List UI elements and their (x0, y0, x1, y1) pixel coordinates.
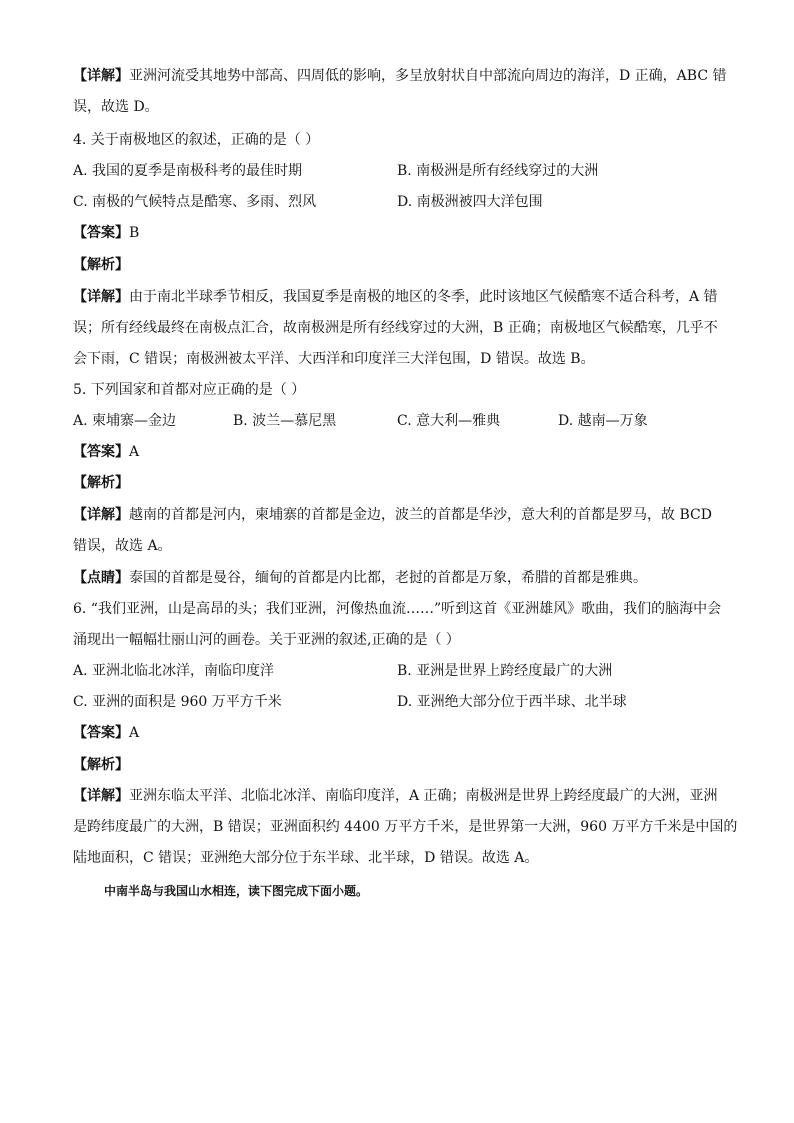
answer-label: 【答案】 (73, 725, 129, 741)
detail-label: 【详解】 (73, 68, 129, 84)
answer-value: A (129, 725, 140, 741)
q5-answer (73, 443, 733, 461)
analysis-label: 【解析】 (73, 757, 129, 773)
answer-value: A (129, 444, 140, 460)
q6-detail-line-3: 陆地面积，C 错误；亚洲绝大部分位于东半球、北半球，D 错误。故选 A。 (73, 850, 539, 866)
q6-option-c: C. 亚洲的面积是 960 万平方千米 (73, 694, 282, 710)
next-question-intro: 中南半岛与我国山水相连，读下图完成下面小题。 (104, 884, 369, 898)
q3-detail-line-1 (73, 67, 733, 85)
q6-detail-line-1 (73, 787, 733, 805)
q4-stem: 4. 关于南极地区的叙述，正确的是（ ） (73, 132, 320, 148)
q4-detail-line-1 (73, 288, 733, 306)
tip-label: 【点睛】 (73, 570, 129, 586)
q4-option-c: C. 南极的气候特点是酷寒、多雨、烈风 (73, 194, 317, 210)
q6-option-a: A. 亚洲北临北冰洋，南临印度洋 (73, 663, 275, 679)
q6-stem-line-2: 涌现出一幅幅壮丽山河的画卷。关于亚洲的叙述,正确的是（ ） (73, 632, 460, 648)
tip-text: 泰国的首都是曼谷，缅甸的首都是内比都，老挝的首都是万象，希腊的首都是雅典。 (129, 570, 647, 586)
q4-option-d: D. 南极洲被四大洋包围 (397, 194, 543, 210)
q4-option-a: A. 我国的夏季是南极科考的最佳时期 (73, 163, 303, 179)
q4-detail-line-3: 会下雨，C 错误；南极洲被太平洋、大西洋和印度洋三大洋包围，D 错误。故选 B。 (73, 351, 595, 367)
answer-label: 【答案】 (73, 225, 129, 241)
q4-detail-line-2: 误；所有经线最终在南极点汇合，故南极洲是所有经线穿过的大洲，B 正确；南极地区气候酷寒，几乎不 (73, 320, 718, 336)
q5-analysis-label (73, 474, 733, 492)
q6-detail-line-2: 是跨纬度最广的大洲，B 错误；亚洲面积约 4400 万平方千米，是世界第一大洲，960 万平方千米是中国的 (73, 819, 738, 835)
q4-analysis-label (73, 256, 733, 274)
answer-value: B (129, 225, 140, 241)
q5-detail-line-1 (73, 506, 733, 524)
answer-label: 【答案】 (73, 444, 129, 460)
q6-analysis-label (73, 756, 733, 774)
q4-option-b: B. 南极洲是所有经线穿过的大洲 (397, 163, 599, 179)
q5-option-a: A. 柬埔寨—金边 (73, 413, 177, 429)
detail-text: 越南的首都是河内，柬埔寨的首都是金边，波兰的首都是华沙，意大利的首都是罗马，故 BCD (129, 507, 712, 523)
detail-label: 【详解】 (73, 289, 129, 305)
analysis-label: 【解析】 (73, 475, 129, 491)
detail-text: 亚洲河流受其地势中部高、四周低的影响，多呈放射状自中部流向周边的海洋，D 正确，ABC 错 (129, 68, 727, 84)
q5-detail-line-2: 错误，故选 A。 (73, 538, 172, 554)
q5-option-b: B. 波兰—慕尼黑 (233, 413, 337, 429)
q6-option-d: D. 亚洲绝大部分位于西半球、北半球 (397, 694, 627, 710)
q6-stem-line-1: 6. “我们亚洲，山是高昂的头；我们亚洲，河像热血流……”听到这首《亚洲雄风》歌曲，我们的脑海中会 (73, 601, 722, 617)
q5-tip (73, 569, 733, 587)
q4-answer (73, 224, 733, 242)
q5-option-c: C. 意大利—雅典 (397, 413, 501, 429)
q5-option-d: D. 越南—万象 (558, 413, 648, 429)
q6-answer (73, 724, 733, 742)
q6-option-b: B. 亚洲是世界上跨经度最广的大洲 (397, 663, 613, 679)
q5-stem: 5. 下列国家和首都对应正确的是（ ） (73, 382, 306, 398)
detail-label: 【详解】 (73, 507, 129, 523)
detail-text: 亚洲东临太平洋、北临北冰洋、南临印度洋，A 正确；南极洲是世界上跨经度最广的大洲，亚洲 (129, 788, 718, 804)
detail-text: 由于南北半球季节相反，我国夏季是南极的地区的冬季，此时该地区气候酷寒不适合科考，A 错 (129, 289, 718, 305)
q3-detail-line-2: 误，故选 D。 (73, 99, 159, 115)
analysis-label: 【解析】 (73, 257, 129, 273)
detail-label: 【详解】 (73, 788, 129, 804)
